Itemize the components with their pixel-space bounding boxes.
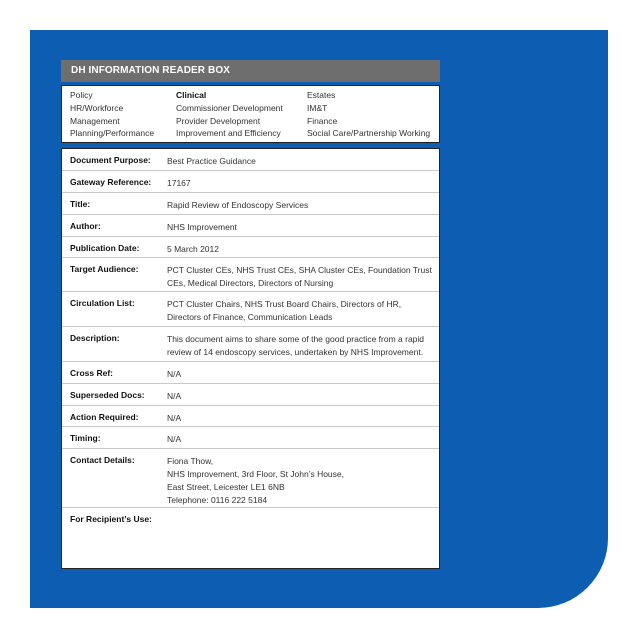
row-title — [62, 193, 439, 215]
field-label: Circulation List: — [70, 298, 135, 308]
row-circulation-list — [62, 292, 439, 327]
categories-box — [61, 85, 440, 143]
row-contact-details — [62, 449, 439, 508]
field-value: PCT Cluster Chairs, NHS Trust Board Chairs, Directors of HR, Directors of Finance, Communication Leads — [167, 299, 402, 322]
field-value: N/A — [167, 369, 182, 379]
category-item: HR/Workforce — [70, 102, 124, 113]
field-value: Fiona Thow, NHS Improvement, 3rd Floor, St John’s House, East Street, Leicester LE1 6NB Telephone: 0116 222 5184 — [167, 456, 345, 505]
category-item: Social Care/Partnership Working — [307, 128, 431, 139]
category-item: Management — [70, 115, 120, 126]
row-action-required — [62, 406, 439, 427]
field-label: Gateway Reference: — [70, 177, 152, 187]
categories-column-1 — [70, 89, 154, 140]
category-item-selected: Clinical — [176, 90, 207, 100]
row-timing — [62, 427, 439, 449]
field-value: N/A — [167, 434, 182, 444]
category-item: Finance — [307, 115, 338, 126]
field-value: NHS Improvement — [167, 222, 237, 232]
field-value: Best Practice Guidance — [167, 156, 256, 166]
field-label: Document Purpose: — [70, 155, 151, 165]
row-for-recipients-use — [62, 508, 439, 568]
field-value: This document aims to share some of the good practice from a rapid review of 14 endoscopy services, undertaken by NHS Improvement. — [167, 334, 425, 357]
row-publication-date — [62, 237, 439, 258]
field-label: Publication Date: — [70, 243, 140, 253]
field-value: N/A — [167, 413, 182, 423]
field-value: Rapid Review of Endoscopy Services — [167, 200, 309, 210]
details-box — [61, 148, 440, 569]
reader-box-title: DH INFORMATION READER BOX — [61, 60, 440, 82]
row-superseded-docs — [62, 384, 439, 406]
field-value: N/A — [167, 391, 182, 401]
row-description — [62, 327, 439, 362]
row-author — [62, 215, 439, 237]
row-document-purpose — [62, 149, 439, 171]
category-item: Policy — [70, 90, 93, 100]
category-item: Provider Development — [176, 115, 261, 126]
field-label: Action Required: — [70, 412, 139, 422]
categories-column-2 — [176, 89, 283, 140]
field-label: Target Audience: — [70, 264, 139, 274]
category-item: Estates — [307, 90, 336, 100]
field-label: Contact Details: — [70, 455, 135, 465]
categories-column-3 — [307, 89, 430, 140]
category-item: Improvement and Efficiency — [176, 128, 281, 139]
field-label: Superseded Docs: — [70, 390, 145, 400]
category-item: Commissioner Development — [176, 102, 283, 113]
category-item: IM&T — [307, 102, 328, 113]
row-cross-ref — [62, 362, 439, 384]
field-label: Timing: — [70, 433, 101, 443]
field-value: 5 March 2012 — [167, 244, 219, 254]
field-value: PCT Cluster CEs, NHS Trust CEs, SHA Cluster CEs, Foundation Trust CEs, Medical Directors, Directors of Nursing — [167, 265, 432, 288]
field-label: Title: — [70, 199, 91, 209]
category-item: Planning/Performance — [70, 128, 155, 139]
field-label: Author: — [70, 221, 101, 231]
field-label: Description: — [70, 333, 120, 343]
row-gateway-reference — [62, 171, 439, 193]
field-label: Cross Ref: — [70, 368, 113, 378]
field-label: For Recipient’s Use: — [70, 514, 152, 524]
field-value: 17167 — [167, 178, 191, 188]
row-target-audience — [62, 258, 439, 292]
